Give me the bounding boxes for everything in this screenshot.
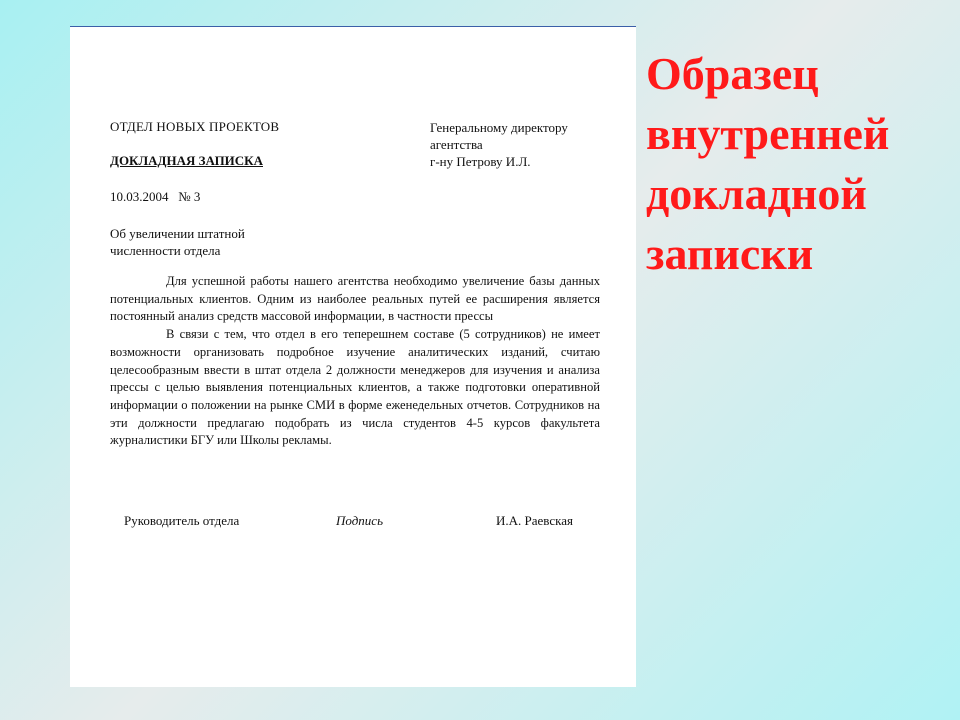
recipient-line: Генеральному директору [430, 120, 568, 135]
memo-body [110, 273, 600, 450]
subject-block [110, 225, 245, 259]
heading-line: записки [646, 228, 814, 279]
subject-line: Об увеличении штатной [110, 226, 245, 241]
recipient-line: агентства [430, 137, 483, 152]
department-name: ОТДЕЛ НОВЫХ ПРОЕКТОВ [110, 119, 280, 134]
recipient-block [430, 119, 568, 170]
body-paragraph: Для успешной работы нашего агентства необходимо увеличение базы данных потенциальных клиентов. Одним из наиболее реальных путей ее расширения является постоянный анализ средств массовой информации, в частности прессы [110, 274, 600, 324]
signature-mark: Подпись [336, 513, 383, 528]
recipient-line: г-ну Петрову И.Л. [430, 154, 531, 169]
signature-name: И.А. Раевская [496, 513, 573, 528]
slide-heading [646, 44, 946, 284]
body-paragraph: В связи с тем, что отдел в его теперешнем составе (5 сотрудников) не имеет возможности организовать подробное изучение аналитических изданий, считаю целесообразным ввести в штат отдела 2 должности менеджеров для изучения и анализа прессы с целью выявления потенциальных клиентов, а также подготовки оперативной информации о положении на рынке СМИ в форме еженедельных отчетов. Сотрудников на эти должности предлагаю подобрать из числа студентов 4-5 курсов факультета журналистики БГУ или Школы рекламы. [110, 327, 600, 448]
heading-line: докладной [646, 168, 867, 219]
heading-line: Образец [646, 48, 819, 99]
signature-position: Руководитель отдела [124, 513, 240, 528]
subject-line: численности отдела [110, 243, 221, 258]
heading-line: внутренней [646, 108, 890, 159]
document-title: ДОКЛАДНАЯ ЗАПИСКА [110, 153, 263, 168]
memo-document [70, 26, 636, 687]
date-number: 10.03.2004 № 3 [110, 189, 201, 204]
